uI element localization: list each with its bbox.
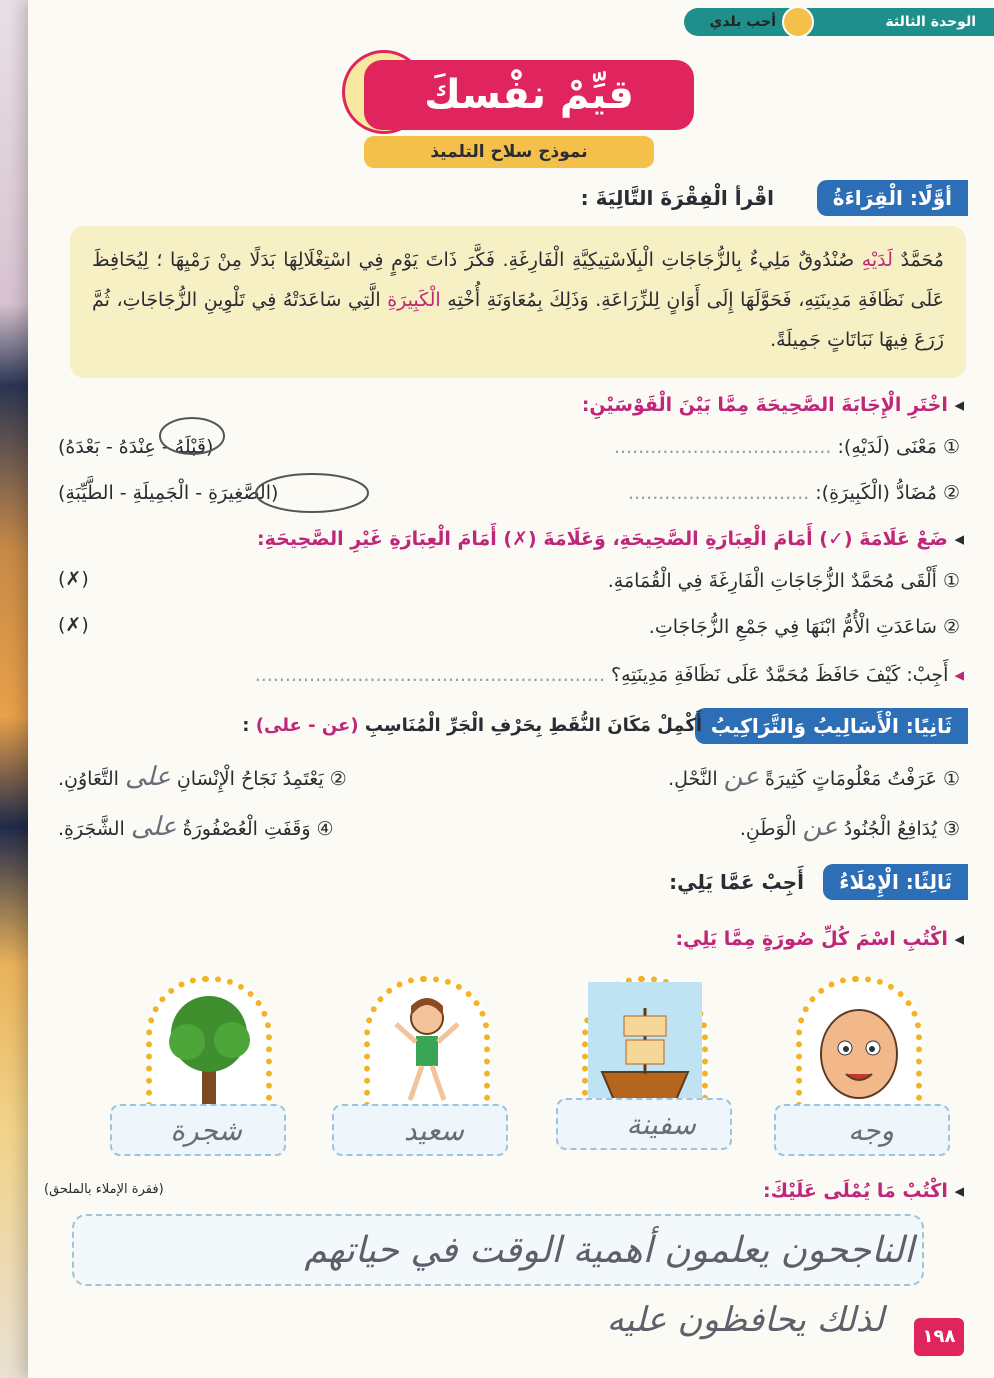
question-1 [614, 432, 960, 462]
grammar-instruction-text: أَكْمِلْ مَكَانَ النُّقَطِ بِحَرْفِ الْجَرِّ الْمُنَاسِبِ [364, 715, 702, 736]
face-icon [802, 982, 916, 1120]
circle-mark-icon [252, 470, 372, 516]
grammar-item-2-end: التَّعَاوُنِ. [58, 768, 119, 790]
grammar-item-2-start: ② يَعْتَمِدُ نَجَاحُ الْإِنْسَانِ [176, 768, 347, 790]
dictation-instruction: أَجِبْ عَمَّا يَلِي: [669, 870, 804, 894]
answer-line[interactable]: .......................................................... [254, 664, 605, 686]
page-number: ١٩٨ [914, 1318, 964, 1356]
grammar-item-4-end: الشَّجَرَةِ. [58, 818, 125, 840]
dictation-section-tag: ثَالِثًا: الْإِمْلَاءُ [823, 864, 968, 900]
dictation-note: (فقرة الإملاء بالملحق) [44, 1182, 164, 1197]
label-box-tree[interactable] [110, 1104, 286, 1156]
label-answer-girl: سعيد [403, 1114, 464, 1147]
question-2-options: (الصَّغِيرَةِ - الْجَمِيلَةِ - الطَّيِّبَةِ) [58, 482, 279, 504]
statement-1: ① أَلْقَى مُحَمَّدٌ الزُّجَاجَاتِ الْفَارِغَةَ فِي الْقُمَامَةِ. [607, 570, 960, 592]
question-1-text: ① مَعْنَى (لَدَيْهِ): [837, 436, 960, 458]
label-box-girl[interactable] [332, 1104, 508, 1156]
grammar-item-3-answer[interactable]: عن [802, 812, 838, 842]
page-subtitle: نموذج سلاح التلميذ [364, 136, 654, 168]
grammar-item-4-start: ④ وَقَفَتِ الْعُصْفُورَةُ [182, 818, 334, 840]
mark-heading: ◂ ضَعْ عَلَامَةَ (✓) أَمَامَ الْعِبَارَةِ الصَّحِيحَةِ، وَعَلَامَةَ (✗) أَمَامَ الْعِبَارَةِ غَيْرِ الصَّحِيحَةِ: [257, 528, 964, 550]
passage-keyword-kabira: الْكَبِيرَةِ [387, 289, 441, 311]
grammar-item-3-start: ③ يُدَافِعُ الْجُنُودُ [843, 818, 960, 840]
dictation-line-1: الناجحون يعلمون أهمية الوقت في حياتهم [304, 1230, 914, 1271]
circle-mark-icon [156, 414, 228, 458]
grammar-item-1-end: النَّحْلِ. [668, 768, 718, 790]
grammar-item-3-end: الْوَطَنِ. [739, 818, 797, 840]
grammar-item-1 [668, 762, 960, 794]
label-answer-face: وجه [848, 1114, 894, 1147]
grammar-section-tag: ثَانِيًا: الْأَسَالِيبُ وَالتَّرَاكِيبُ [695, 708, 968, 744]
grammar-item-2 [58, 762, 347, 794]
passage-text-2: صُنْدُوقٌ مَلِيءٌ بِالزُّجَاجَاتِ الْبِلَاسْتِيكِيَّةِ الْفَارِغَةِ. فَكَّرَ ذَاتَ يَوْمٍ فِي اسْتِغْلَالِهَا بَدَلًا مِنْ رَمْيِهَا ؛ لِيُحَافِظَ عَلَى نَظَافَةِ مَدِينَتِهِ، فَحَوَّلَهَا إِلَى أَوَانٍ لِلزِّرَاعَةِ. وَذَلِكَ بِمُعَاوَنَةِ أُخْتِهِ [92, 249, 944, 311]
grammar-choices: (عن - على) [255, 715, 359, 736]
grammar-item-1-answer[interactable]: عن [723, 762, 759, 792]
answer-blank[interactable]: .................................... [614, 436, 832, 458]
question-2 [628, 478, 960, 508]
reading-instruction: اقْرأ الْفِقْرَةَ التَّالِيَةَ : [580, 186, 774, 210]
unit-emblem-icon [782, 6, 814, 38]
grammar-item-1-start: ① عَرَفْتُ مَعْلُومَاتٍ كَثِيرَةً [765, 768, 960, 790]
label-box-face[interactable] [774, 1104, 950, 1156]
answer-question: ◂ أَجِبْ: كَيْفَ حَافَظَ مُحَمَّدٌ عَلَى نَظَافَةِ مَدِينَتِهِ؟ .......................................................... [254, 664, 964, 686]
passage-text-3: الَّتِي سَاعَدَتْهُ فِي تَلْوِينِ الزُّجَاجَاتِ، ثُمَّ زَرَعَ فِيهَا نَبَاتَاتٍ جَمِيلَةً. [92, 289, 944, 351]
statement-2-mark[interactable]: (✗) [58, 614, 89, 636]
grammar-item-4 [58, 812, 334, 844]
grammar-item-2-answer[interactable]: على [124, 762, 171, 792]
choose-heading: ◂ اخْتَرِ الْإِجَابَةَ الصَّحِيحَةَ مِمَّا بَيْنَ الْقَوْسَيْنِ: [582, 394, 964, 416]
reading-passage [70, 226, 966, 378]
dictation-heading: ◂ اكْتُبْ مَا يُمْلَى عَلَيْكَ: [763, 1180, 964, 1202]
unit-label: الوحدة الثالثة [885, 14, 976, 30]
question-1-options: (قَبْلَهُ - عِنْدَهُ - بَعْدَهُ) [58, 436, 214, 458]
grammar-item-3 [740, 812, 960, 844]
statement-1-mark[interactable]: (✗) [58, 568, 89, 590]
label-answer-tree: شجرة [170, 1114, 242, 1147]
reading-section-tag: أوَّلًا: الْقِرَاءَةُ [817, 180, 968, 216]
label-answer-ship: سفينة [626, 1108, 696, 1141]
answer-blank[interactable]: .............................. [628, 482, 810, 504]
grammar-item-4-answer[interactable]: على [130, 812, 177, 842]
workbook-page [28, 0, 994, 1378]
question-2-text: ② مُضَادُّ (الْكَبِيرَةِ): [815, 482, 960, 504]
tree-icon [152, 982, 266, 1120]
statement-2: ② سَاعَدَتِ الْأُمُّ ابْنَهَا فِي جَمْعِ الزُّجَاجَاتِ. [648, 616, 960, 638]
passage-keyword-ladayh: لَدَيْهِ [861, 249, 893, 271]
answer-question-text: أَجِبْ: كَيْفَ حَافَظَ مُحَمَّدٌ عَلَى نَظَافَةِ مَدِينَتِهِ؟ [611, 664, 949, 686]
page-title: قيِّمْ نفْسكَ [364, 60, 694, 130]
grammar-instruction: أَكْمِلْ مَكَانَ النُّقَطِ بِحَرْفِ الْجَرِّ الْمُنَاسِبِ (عن - على) : [242, 715, 702, 736]
label-box-ship[interactable] [556, 1098, 732, 1150]
dictation-line-2: لذلك يحافظون عليه [606, 1300, 884, 1340]
girl-icon [370, 982, 484, 1120]
unit-theme: أحب بلدي [709, 14, 776, 30]
pictures-heading: ◂ اكْتُبِ اسْمَ كُلِّ صُورَةٍ مِمَّا يَلِي: [675, 928, 964, 950]
passage-text-1: مُحَمَّدٌ [900, 249, 944, 271]
